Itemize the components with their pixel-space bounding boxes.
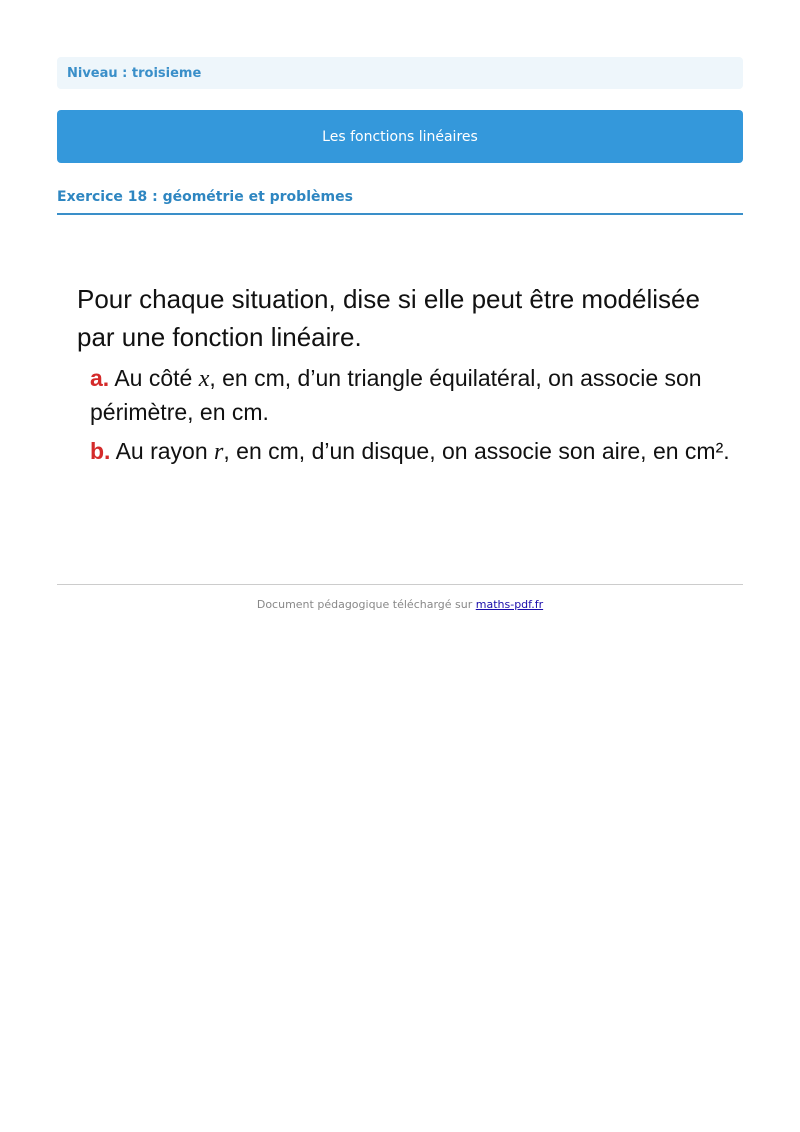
footer-divider	[57, 584, 743, 585]
item-a-text-after: , en cm, d’un triangle équilatéral, on associe son périmètre, en cm.	[90, 365, 702, 425]
level-label: Niveau : troisieme	[67, 65, 202, 81]
item-a-text-before: Au côté	[114, 365, 199, 391]
footer-link[interactable]: maths-pdf.fr	[475, 598, 544, 611]
item-b-text-after: , en cm, d’un disque, on associe son aire, en cm².	[223, 438, 730, 464]
item-b	[90, 435, 737, 469]
title-banner	[57, 110, 743, 163]
item-a	[90, 362, 737, 429]
item-a-variable: x	[198, 366, 210, 392]
item-a-letter: a.	[90, 365, 110, 391]
exercise-title: Exercice 18 : géométrie et problèmes	[57, 189, 353, 205]
page-title: Les fonctions linéaires	[322, 128, 478, 145]
exercise-content	[77, 280, 737, 469]
item-b-variable: r	[214, 439, 224, 465]
item-b-text-before: Au rayon	[115, 438, 215, 464]
problem-intro: Pour chaque situation, dise si elle peut être modélisée par une fonction linéaire.	[77, 284, 700, 352]
footer-text: Document pédagogique téléchargé sur	[256, 598, 476, 611]
exercise-heading	[57, 186, 743, 215]
item-b-letter: b.	[90, 438, 111, 464]
footer	[57, 598, 743, 611]
level-box	[57, 57, 743, 89]
